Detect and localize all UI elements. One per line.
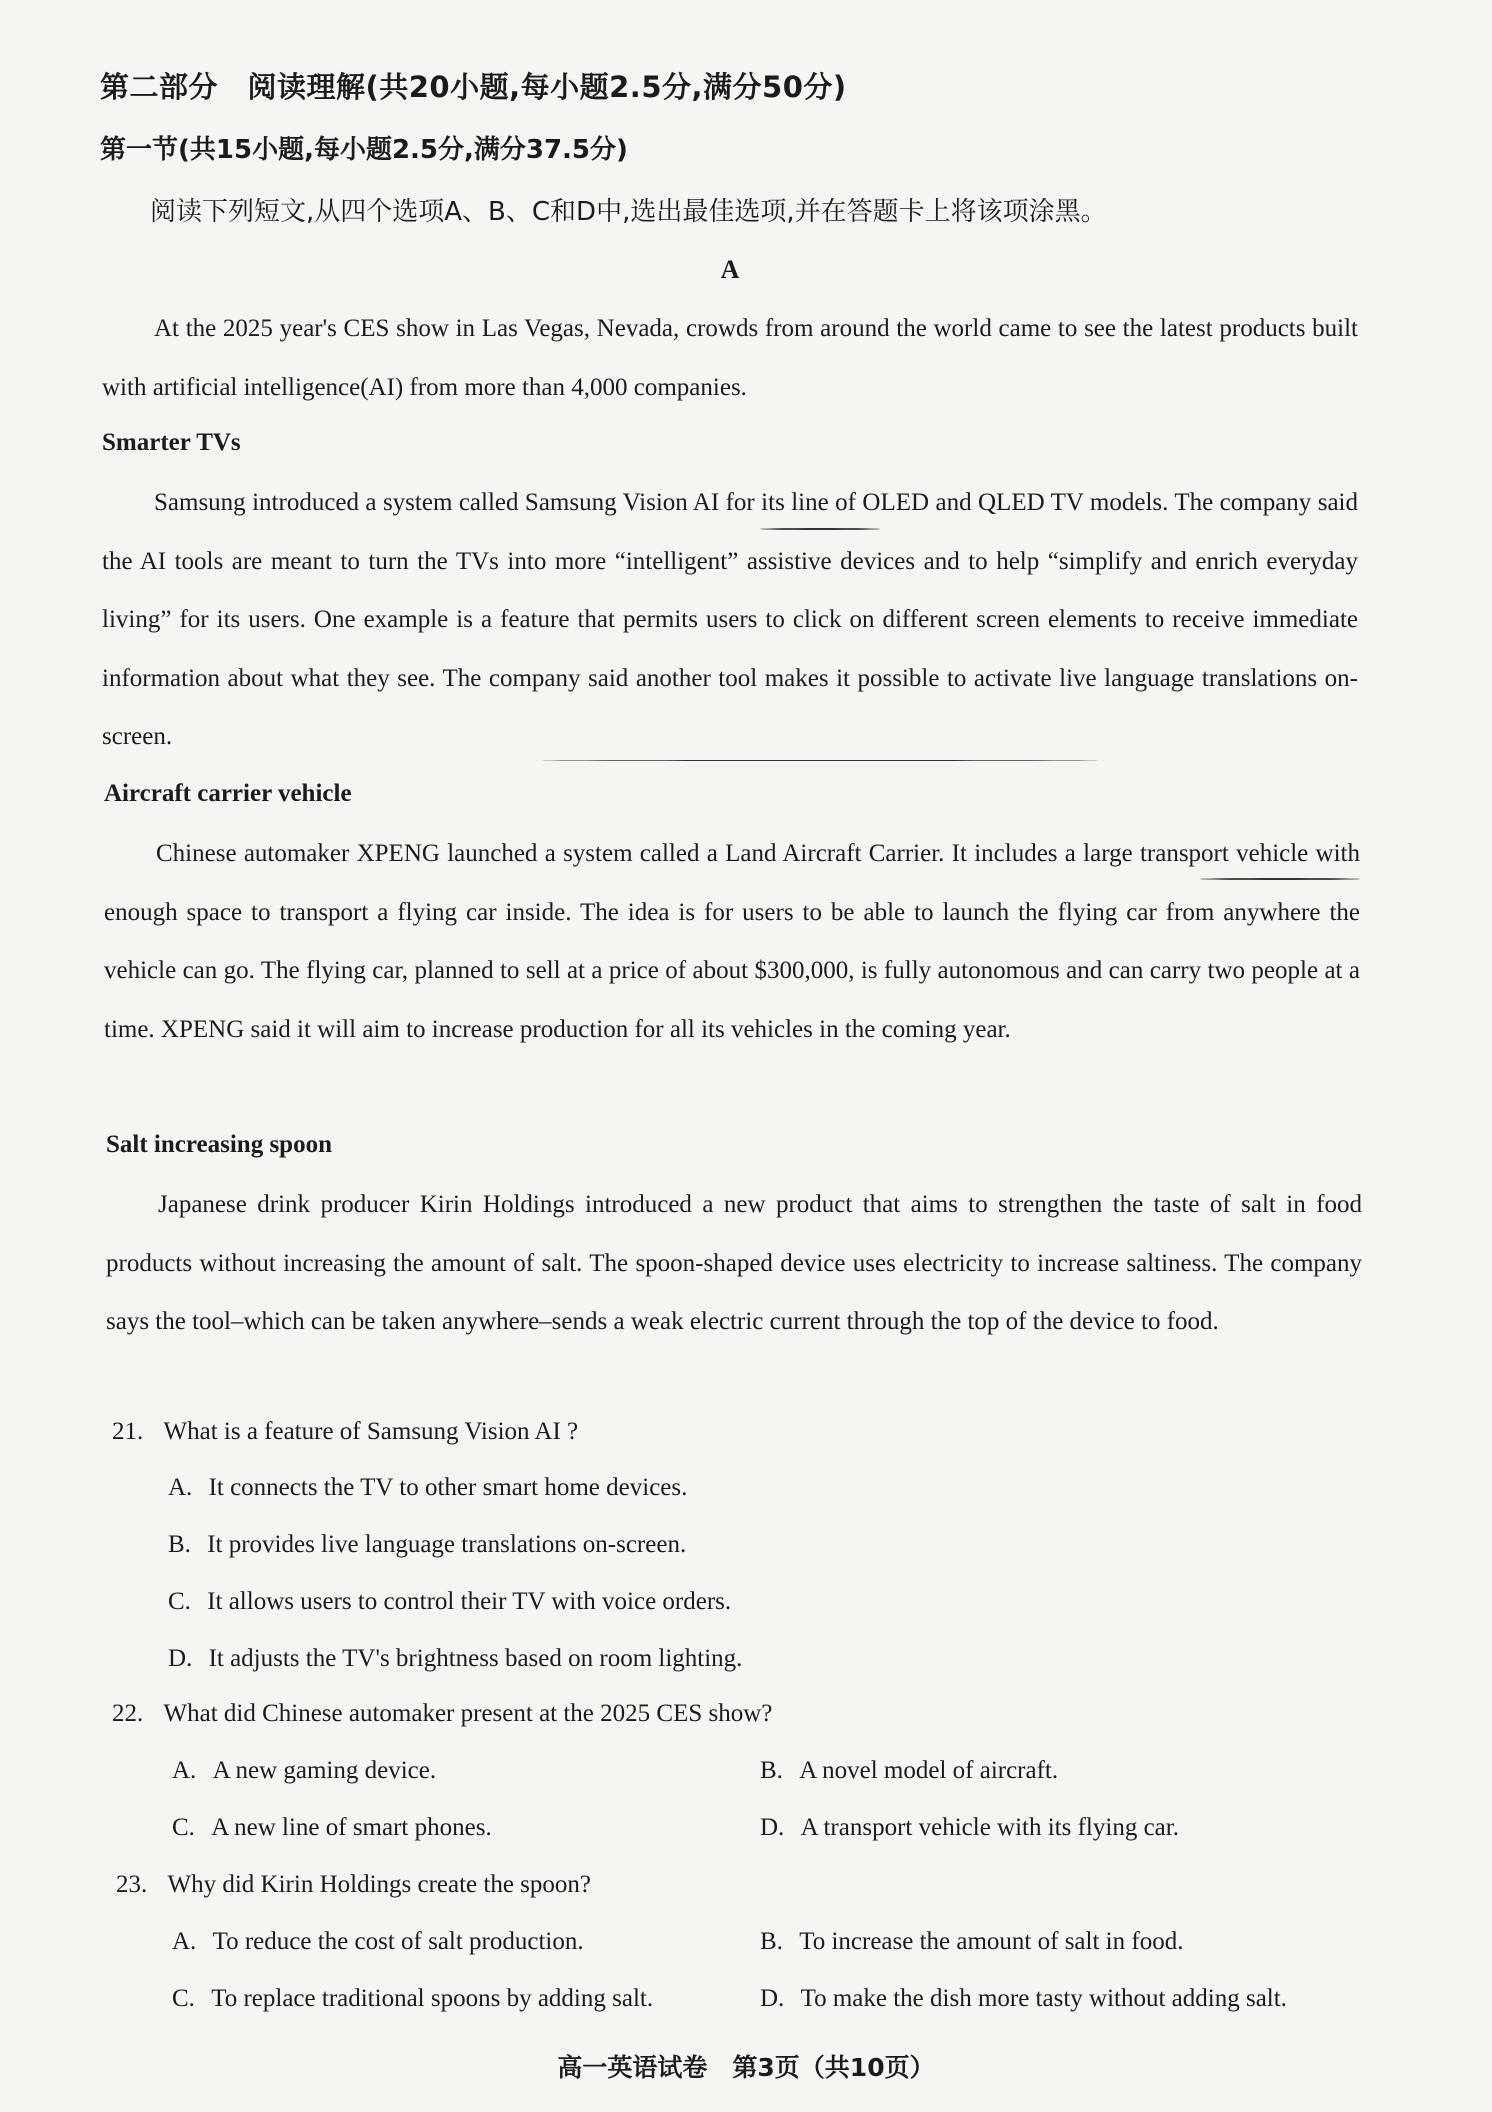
question-number: 23. (116, 1871, 148, 1898)
question-23 (116, 1871, 591, 1899)
option-23-a[interactable]: A. To reduce the cost of salt production. (172, 1928, 584, 1955)
question-number: 22. (112, 1700, 144, 1727)
pen-underline-mark (1200, 878, 1360, 880)
option-23-c[interactable]: C. To replace traditional spoons by adding salt. (172, 1985, 654, 2012)
option-21-c[interactable]: C. It allows users to control their TV with voice orders. (168, 1588, 732, 1615)
question-number: 21. (112, 1418, 144, 1445)
section-text-smarter-tvs: Samsung introduced a system called Samsung Vision AI for its line of OLED and QLED TV models. The company said the AI tools are meant to turn the TVs into more “intelligent” assistive devices and to help “simplify and enrich everyday living” for its users. One example is a feature that permits users to click on different screen elements to receive immediate information about what they see. The company said another tool makes it possible to activate live language translations on-screen. (102, 489, 1358, 750)
passage-intro: At the 2025 year's CES show in Las Vegas, Nevada, crowds from around the world came to see the latest products built with artificial intelligence(AI) from more than 4,000 companies. (102, 315, 1358, 401)
option-22-c[interactable]: C. A new line of smart phones. (172, 1814, 492, 1841)
question-stem: What is a feature of Samsung Vision AI ? (163, 1418, 579, 1445)
section-text-salt-spoon: Japanese drink producer Kirin Holdings introduced a new product that aims to strengthen the taste of salt in food products without increasing the amount of salt. The spoon-shaped device uses electricity to increase saltiness. The company says the tool–which can be taken anywhere–sends a weak electric current through the top of the device to food. (106, 1191, 1362, 1335)
passage-letter: A (720, 255, 740, 284)
section-heading-smarter-tvs: Smarter TVs (102, 429, 241, 456)
option-21-d[interactable]: D. It adjusts the TV's brightness based on room lighting. (168, 1645, 743, 1672)
pen-underline-mark (540, 760, 1100, 761)
question-stem: Why did Kirin Holdings create the spoon? (167, 1871, 592, 1898)
section-heading-aircraft-carrier: Aircraft carrier vehicle (104, 780, 352, 807)
option-21-b[interactable]: B. It provides live language translations on-screen. (168, 1531, 687, 1558)
question-21 (112, 1418, 578, 1446)
section-text-aircraft-carrier: Chinese automaker XPENG launched a system called a Land Aircraft Carrier. It includes a large transport vehicle with enough space to transport a flying car inside. The idea is for users to be able to launch the flying car from anywhere the vehicle can go. The flying car, planned to sell at a price of about $300,000, is fully autonomous and can carry two people at a time. XPENG said it will aim to increase production for all its vehicles in the coming year. (104, 840, 1360, 1043)
option-23-d[interactable]: D. To make the dish more tasty without adding salt. (760, 1985, 1287, 2012)
question-stem: What did Chinese automaker present at the 2025 CES show? (163, 1700, 773, 1727)
section-title: 第一节(共15小题,每小题2.5分,满分37.5分) (100, 135, 628, 165)
section-heading-salt-spoon: Salt increasing spoon (106, 1131, 332, 1158)
instruction-text: 阅读下列短文,从四个选项A、B、C和D中,选出最佳选项,并在答题卡上将该项涂黑。 (150, 197, 1107, 227)
option-23-b[interactable]: B. To increase the amount of salt in food. (760, 1928, 1184, 1955)
question-22 (112, 1700, 772, 1728)
option-22-a[interactable]: A. A new gaming device. (172, 1757, 437, 1784)
option-21-a[interactable]: A. It connects the TV to other smart home devices. (168, 1474, 688, 1501)
pen-underline-mark (760, 528, 880, 530)
part-title: 第二部分 阅读理解(共20小题,每小题2.5分,满分50分) (100, 70, 847, 104)
page-footer: 高一英语试卷 第3页（共10页） (557, 2053, 935, 2082)
option-22-b[interactable]: B. A novel model of aircraft. (760, 1757, 1059, 1784)
option-22-d[interactable]: D. A transport vehicle with its flying car. (760, 1814, 1179, 1841)
